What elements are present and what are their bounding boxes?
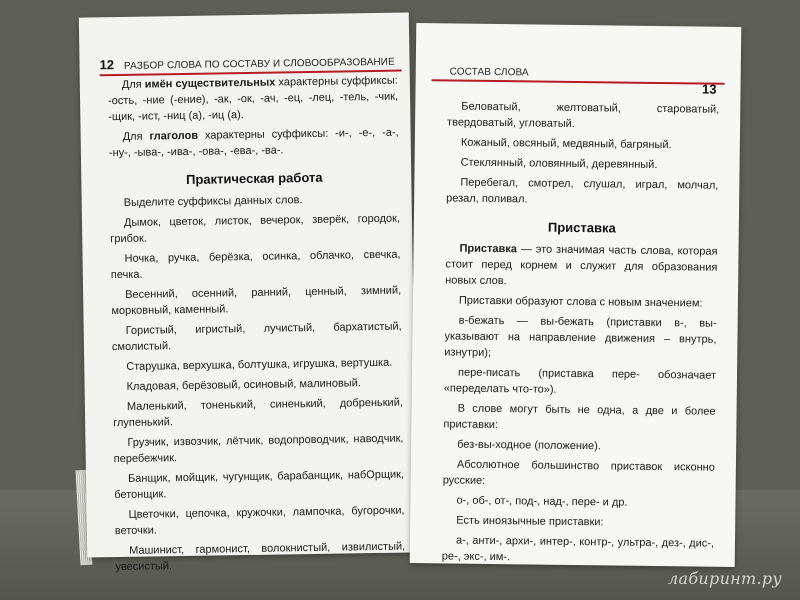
right-page-header (432, 63, 725, 97)
left-page-body (108, 73, 406, 579)
body-paragraph: Приставки образуют слова с новым значением: (458, 294, 703, 310)
exercise-line: Ночка, ручка, берёзка, осинка, облачко, свечка, печка. (110, 248, 401, 282)
exercise-instruction: Выделите суффиксы данных слов. (123, 194, 303, 209)
right-page-body (442, 98, 720, 571)
example-line: пере-писать (приставка пере- обозначает «переделать что-то»). (443, 366, 717, 396)
exercise-line: Кладовая, берёзовый, осиновый, малиновый. (126, 377, 361, 393)
noun-suffixes-paragraph: Для имён существительных характерны суффиксы: -ость, -ние (-ение), -ак, -ок, -ач, -ец, -лец, -тель, -чик, -щик, -ист, -ниц (а), -иц (а). (108, 74, 399, 124)
term-prefix: Приставка (459, 242, 518, 256)
example-line: о-, об-, от-, под-, над-, пере- и др. (456, 494, 628, 509)
exercise-line: Цветочки, цепочка, кружочки, лампочка, бугорочки, веточки. (114, 504, 405, 538)
left-page (79, 12, 417, 574)
exercise-line: Маленький, тоненький, синенький, добренький, глупенький. (113, 396, 403, 430)
exercise-line: Беловатый, желтоватый, староватый, твердоватый, угловатый. (447, 100, 720, 130)
left-page-number: 12 (99, 57, 115, 73)
term-nouns: имён существительных (144, 76, 276, 91)
exercise-line: Весенний, осенний, ранний, ценный, зимний, морковный, каменный. (111, 284, 402, 318)
exercise-line: Стеклянный, оловянный, деревянный. (460, 156, 658, 171)
body-paragraph: Абсолютное большинство приставок исконно русские: (442, 458, 715, 487)
prefix-definition: Приставка — это значимая часть слова, которая стоит перед корнем и служит для образования новых слов. (445, 242, 718, 288)
exercise-line: Перебегал, смотрел, слушал, играл, молчал, резал, поливал. (446, 176, 719, 206)
exercise-line: Дымок, цветок, листок, вечерок, зверёк, городок, грибок. (110, 212, 401, 246)
body-paragraph: В слове могут быть не одна, а две и более приставки: (443, 402, 716, 432)
example-line: в-бежать — вы-бежать (приставки в-, вы- указывают на направление движения – внутрь, изнутри); (444, 314, 717, 359)
exercise-line: Банщик, мойщик, чугунщик, барабанщик, набОрщик, бетонщик. (114, 468, 405, 502)
exercise-line: Старушка, верхушка, болтушка, игрушка, вертушка. (126, 356, 393, 373)
exercise-line: Машинист, гармонист, волокнистый, извилистый, увесистый. (115, 540, 406, 574)
body-paragraph: Есть иноязычные приставки: (456, 514, 604, 529)
verb-suffixes-paragraph: Для глаголов характерны суффиксы: -и-, -е-, -а-, -ну-, -ыва-, -ива-, -ова-, -ева-, -ва-. (108, 126, 399, 160)
right-page (410, 23, 742, 567)
term-verbs: глаголов (149, 129, 199, 143)
example-line: без-вы-ходное (положение). (457, 438, 602, 453)
right-running-title: СОСТАВ СЛОВА (449, 66, 529, 79)
prefix-heading: Приставка (547, 219, 616, 236)
practical-work-heading: Практическая работа (185, 169, 323, 187)
exercise-line: Кожаный, овсяный, медвяный, багряный. (460, 136, 672, 152)
exercise-line: Гористый, игристый, лучистый, бархатистый, смолистый. (111, 320, 402, 354)
site-watermark: лабиринт.ру (668, 569, 782, 588)
example-line: а-, анти-, архи-, интер-, контр-, ультра-, дез-, дис-, ре-, экс-, им-. (441, 534, 715, 564)
right-page-number: 13 (701, 81, 717, 97)
left-running-title: РАЗБОР СЛОВА ПО СОСТАВУ И СЛОВООБРАЗОВАНИЕ (123, 56, 395, 72)
exercise-line: Грузчик, извозчик, лётчик, водопроводчик, наводчик, перебежчик. (113, 432, 404, 466)
